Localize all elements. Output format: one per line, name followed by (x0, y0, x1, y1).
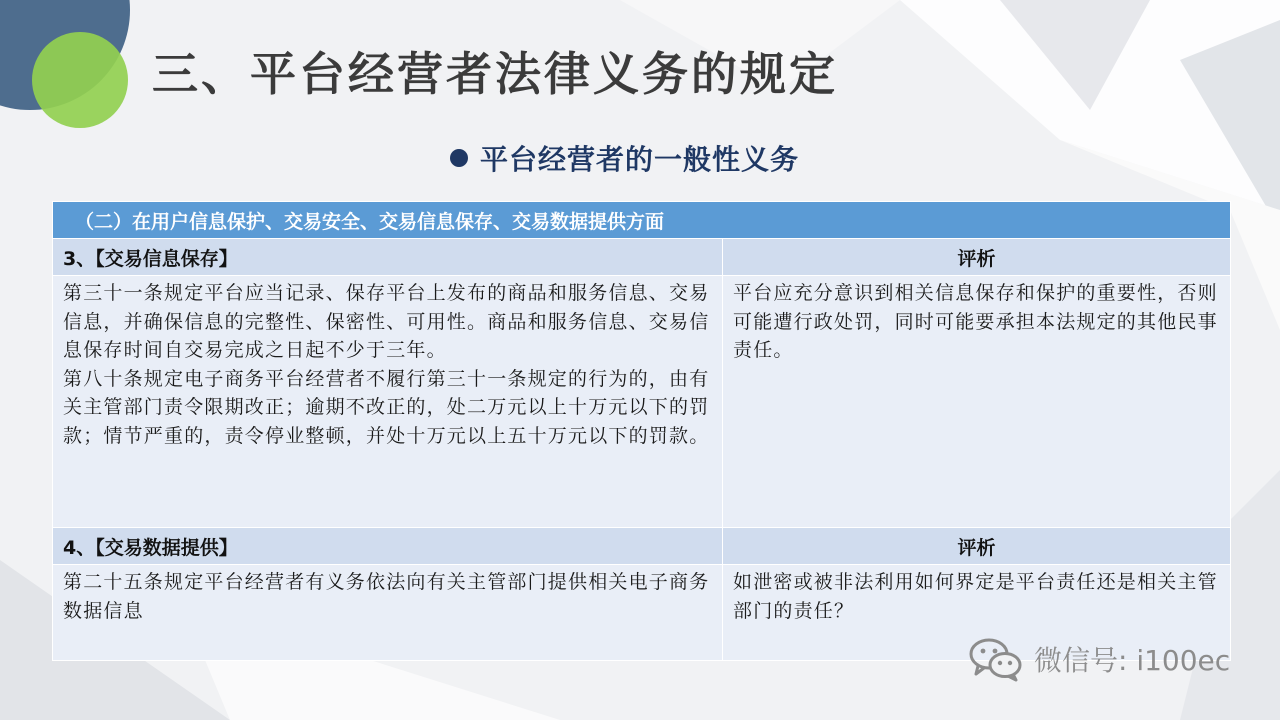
section-subtitle (450, 138, 799, 178)
bullet-dot-icon (450, 149, 468, 167)
table-banner-row (53, 202, 1231, 239)
table-header-row (53, 528, 1231, 565)
slide-title: 三、平台经营者法律义务的规定 (152, 47, 838, 101)
analysis-heading: 评析 (723, 239, 1231, 276)
provision-text-cell (53, 276, 723, 528)
section-heading: 3、【交易信息保存】 (53, 239, 723, 276)
content-table (52, 201, 1231, 661)
section-heading: 4、【交易数据提供】 (53, 528, 723, 565)
analysis-text-cell: 如泄密或被非法利用如何界定是平台责任还是相关主管部门的责任？ (723, 565, 1231, 661)
watermark-text: 微信号: i100ec (1034, 644, 1231, 677)
provision-text-cell (53, 565, 723, 661)
table-banner: （二）在用户信息保护、交易安全、交易信息保存、交易数据提供方面 (53, 202, 1231, 239)
analysis-text-cell: 平台应充分意识到相关信息保存和保护的重要性，否则可能遭行政处罚，同时可能要承担本法规定的其他民事责任。 (723, 276, 1231, 528)
subtitle-text: 平台经营者的一般性义务 (480, 143, 800, 176)
table-row (53, 276, 1231, 528)
provision-paragraph: 第八十条规定电子商务平台经营者不履行第三十一条规定的行为的，由有关主管部门责令限期改正；逾期不改正的，处二万元以上十万元以下的罚款；情节严重的，责令停业整顿，并处十万元以上五十万元以下的罚款。 (63, 367, 710, 447)
provision-paragraph: 第二十五条规定平台经营者有义务依法向有关主管部门提供相关电子商务数据信息 (63, 571, 710, 622)
decorative-circle-green (32, 32, 128, 128)
analysis-heading: 评析 (723, 528, 1231, 565)
provision-paragraph: 第三十一条规定平台应当记录、保存平台上发布的商品和服务信息、交易信息，并确保信息的完整性、保密性、可用性。商品和服务信息、交易信息保存时间自交易完成之日起不少于三年。 (63, 282, 710, 361)
wechat-icon (968, 636, 1024, 682)
table-header-row (53, 239, 1231, 276)
wechat-watermark (968, 636, 1230, 682)
